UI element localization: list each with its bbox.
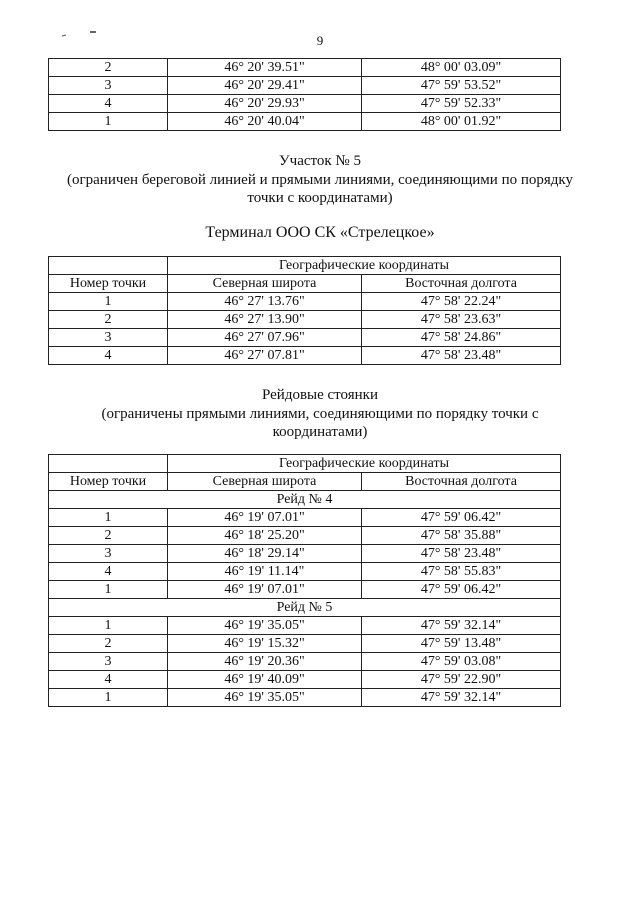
latitude-cell: 46° 19' 20.36": [168, 653, 362, 671]
point-number-cell: 3: [49, 545, 168, 563]
latitude-header: Северная широта: [168, 473, 362, 491]
latitude-cell: 46° 19' 11.14": [168, 563, 362, 581]
top-coordinates-table: [48, 58, 561, 131]
latitude-cell: 46° 19' 35.05": [168, 617, 362, 635]
point-number-cell: 4: [49, 671, 168, 689]
latitude-cell: 46° 19' 15.32": [168, 635, 362, 653]
geo-coordinates-header: Географические координаты: [168, 455, 561, 473]
table-row: [49, 545, 561, 563]
geo-coordinates-header: Географические координаты: [168, 257, 561, 275]
longitude-cell: 47° 59' 06.42": [362, 509, 561, 527]
point-number-cell: 1: [49, 689, 168, 707]
table-row: [49, 635, 561, 653]
roadstead-subtitle-line1: (ограничены прямыми линиями, соединяющими по порядку точки с: [101, 406, 539, 422]
table-row: [49, 581, 561, 599]
roadstead-coordinates-table: [48, 454, 561, 707]
terminal-title: Терминал ООО СК «Стрелецкое»: [205, 224, 435, 241]
reid5-table-body: [49, 617, 561, 707]
table-row: [49, 329, 561, 347]
reid4-section-label: Рейд № 4: [49, 491, 561, 509]
point-number-cell: 3: [49, 77, 168, 95]
table-row: [49, 671, 561, 689]
longitude-cell: 47° 59' 06.42": [362, 581, 561, 599]
table-row: [49, 59, 561, 77]
top-table-body: [49, 59, 561, 131]
table-corner-cell: [49, 257, 168, 275]
longitude-cell: 48° 00' 01.92": [362, 113, 561, 131]
table-corner-cell: [49, 455, 168, 473]
longitude-cell: 47° 58' 55.83": [362, 563, 561, 581]
longitude-cell: 47° 59' 32.14": [362, 617, 561, 635]
point-number-cell: 4: [49, 95, 168, 113]
point-number-cell: 2: [49, 635, 168, 653]
longitude-cell: 47° 58' 35.88": [362, 527, 561, 545]
section5-title: Участок № 5: [279, 153, 361, 169]
longitude-header: Восточная долгота: [362, 275, 561, 293]
section5-subtitle-line1: (ограничен береговой линией и прямыми линиями, соединяющими по порядку: [66, 172, 573, 188]
roadstead-title: Рейдовые стоянки: [261, 387, 378, 403]
latitude-cell: 46° 19' 35.05": [168, 689, 362, 707]
point-number-cell: 2: [49, 59, 168, 77]
section5-subtitle-line2: точки с координатами): [247, 190, 393, 206]
point-number-header: Номер точки: [49, 275, 168, 293]
latitude-cell: 46° 27' 07.96": [168, 329, 362, 347]
longitude-cell: 47° 59' 03.08": [362, 653, 561, 671]
longitude-cell: 47° 59' 13.48": [362, 635, 561, 653]
point-number-cell: 2: [49, 311, 168, 329]
point-number-header: Номер точки: [49, 473, 168, 491]
point-number-cell: 4: [49, 347, 168, 365]
latitude-cell: 46° 18' 29.14": [168, 545, 362, 563]
point-number-cell: 1: [49, 509, 168, 527]
latitude-cell: 46° 19' 07.01": [168, 509, 362, 527]
table-row: [49, 563, 561, 581]
page-number: 9: [316, 33, 324, 48]
longitude-cell: 47° 59' 22.90": [362, 671, 561, 689]
table-row: [49, 95, 561, 113]
latitude-cell: 46° 20' 40.04": [168, 113, 362, 131]
point-number-cell: 1: [49, 113, 168, 131]
latitude-cell: 46° 20' 29.41": [168, 77, 362, 95]
point-number-cell: 2: [49, 527, 168, 545]
latitude-cell: 46° 19' 07.01": [168, 581, 362, 599]
latitude-cell: 46° 19' 40.09": [168, 671, 362, 689]
point-number-cell: 1: [49, 293, 168, 311]
longitude-cell: 47° 58' 23.48": [362, 545, 561, 563]
table-row: [49, 113, 561, 131]
longitude-cell: 47° 59' 52.33": [362, 95, 561, 113]
latitude-cell: 46° 20' 39.51": [168, 59, 362, 77]
table-row: [49, 527, 561, 545]
table-row: [49, 617, 561, 635]
latitude-cell: 46° 27' 13.90": [168, 311, 362, 329]
longitude-cell: 47° 59' 53.52": [362, 77, 561, 95]
terminal-table-body: [49, 293, 561, 365]
latitude-cell: 46° 18' 25.20": [168, 527, 362, 545]
table-row: [49, 653, 561, 671]
longitude-cell: 47° 58' 23.63": [362, 311, 561, 329]
table-row: [49, 689, 561, 707]
longitude-cell: 47° 58' 22.24": [362, 293, 561, 311]
point-number-cell: 3: [49, 653, 168, 671]
point-number-cell: 4: [49, 563, 168, 581]
table-row: [49, 293, 561, 311]
longitude-header: Восточная долгота: [362, 473, 561, 491]
point-number-cell: 3: [49, 329, 168, 347]
reid4-table-body: [49, 509, 561, 599]
table-row: [49, 311, 561, 329]
latitude-cell: 46° 27' 07.81": [168, 347, 362, 365]
latitude-header: Северная широта: [168, 275, 362, 293]
table-row: [49, 509, 561, 527]
longitude-cell: 48° 00' 03.09": [362, 59, 561, 77]
table-row: [49, 347, 561, 365]
longitude-cell: 47° 58' 24.86": [362, 329, 561, 347]
longitude-cell: 47° 58' 23.48": [362, 347, 561, 365]
point-number-cell: 1: [49, 617, 168, 635]
reid5-section-label: Рейд № 5: [49, 599, 561, 617]
longitude-cell: 47° 59' 32.14": [362, 689, 561, 707]
latitude-cell: 46° 27' 13.76": [168, 293, 362, 311]
roadstead-subtitle-line2: координатами): [272, 424, 368, 440]
latitude-cell: 46° 20' 29.93": [168, 95, 362, 113]
point-number-cell: 1: [49, 581, 168, 599]
terminal-coordinates-table: [48, 256, 561, 365]
table-row: [49, 77, 561, 95]
